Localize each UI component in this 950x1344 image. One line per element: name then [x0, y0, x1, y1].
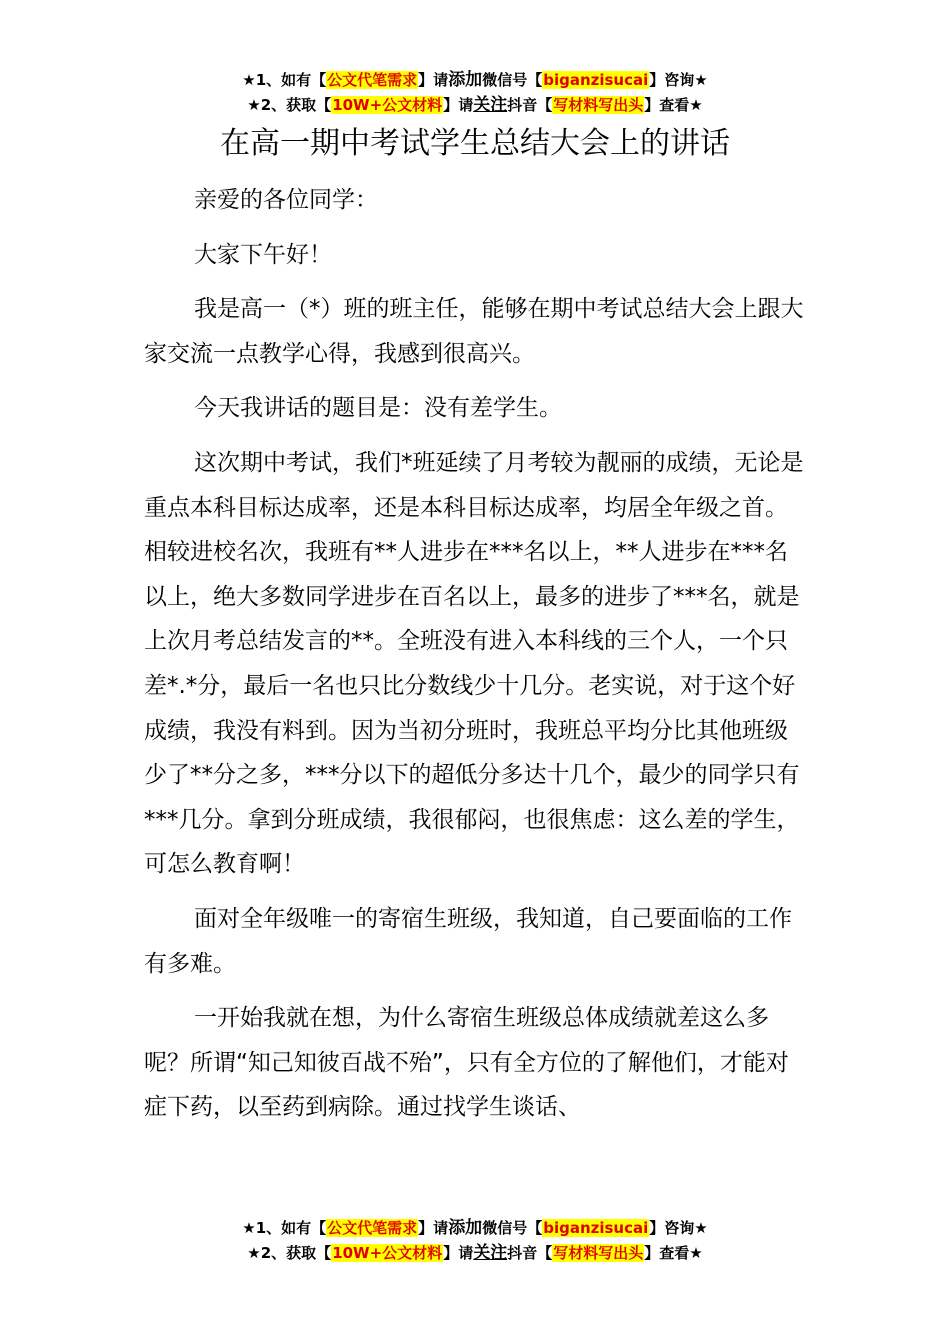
banner-text: 】请	[443, 1244, 474, 1262]
banner-line-2	[0, 1241, 950, 1266]
banner-line-1	[0, 1216, 950, 1241]
paragraph: 这次期中考试，我们*班延续了月考较为靓丽的成绩，无论是重点本科目标达成率，还是本科目标达成率，均居全年级之首。相较进校名次，我班有**人进步在***名以上，**人进步在***名以上，绝大多数同学进步在百名以上，最多的进步了***名，就是上次月考总结发言的**。全班没有进入本科线的三个人，一个只差*.*分，最后一名也只比分数线少十几分。老实说，对于这个好成绩，我没有料到。因为当初分班时，我班总平均分比其他班级少了**分之多，***分以下的超低分多达十几个，最少的同学只有***几分。拿到分班成绩，我很郁闷，也很焦虑：这么差的学生，可怎么教育啊！	[144, 449, 804, 878]
banner-text: 】咨询★	[649, 71, 708, 89]
banner-line-1	[0, 68, 950, 93]
banner-highlight: 公文代笔需求	[327, 1219, 418, 1237]
banner-text: 】查看★	[644, 96, 703, 114]
banner-text: 】请	[443, 96, 474, 114]
paragraph: 面对全年级唯一的寄宿生班级，我知道，自己要面临的工作有多难。	[144, 905, 792, 977]
banner-text: 】咨询★	[649, 1219, 708, 1237]
document-body	[144, 178, 808, 1140]
footer-banner	[0, 1216, 950, 1266]
banner-emphasis: 添加	[448, 70, 483, 90]
banner-line-2	[0, 93, 950, 118]
banner-emphasis: 关注	[473, 95, 508, 115]
banner-highlight: 10W+公文材料	[332, 1244, 443, 1262]
document-title: 在高一期中考试学生总结大会上的讲话	[220, 126, 730, 161]
banner-highlight: biganzisucai	[543, 71, 649, 89]
banner-text: ★2、获取【	[247, 96, 332, 114]
banner-highlight: 写材料写出头	[553, 1244, 644, 1262]
banner-emphasis: 关注	[473, 1243, 508, 1263]
header-banner	[0, 68, 950, 118]
banner-text: ★1、如有【	[242, 1219, 327, 1237]
banner-emphasis: 添加	[448, 1218, 483, 1238]
banner-text: ★1、如有【	[242, 71, 327, 89]
banner-text: 】请	[418, 1219, 449, 1237]
paragraph: 今天我讲话的题目是：没有差学生。	[194, 395, 562, 422]
paragraph: 我是高一（*）班的班主任，能够在期中考试总结大会上跟大家交流一点教学心得，我感到很高兴。	[144, 296, 804, 367]
banner-highlight: 10W+公文材料	[332, 96, 443, 114]
banner-text: 抖音【	[507, 96, 553, 114]
paragraph: 大家下午好！	[194, 241, 332, 268]
paragraph: 亲爱的各位同学：	[194, 187, 378, 213]
banner-text: 抖音【	[507, 1244, 553, 1262]
banner-highlight: 写材料写出头	[553, 96, 644, 114]
banner-text: 微信号【	[482, 71, 543, 89]
banner-highlight: 公文代笔需求	[327, 71, 418, 89]
banner-text: 】请	[418, 71, 449, 89]
banner-text: 微信号【	[482, 1219, 543, 1237]
banner-text: 】查看★	[644, 1244, 703, 1262]
banner-highlight: biganzisucai	[543, 1219, 649, 1237]
paragraph: 一开始我就在想，为什么寄宿生班级总体成绩就差这么多呢？所谓“知己知彼百战不殆”，只有全方位的了解他们，才能对症下药，以至药到病除。通过找学生谈话、	[144, 1005, 789, 1121]
banner-text: ★2、获取【	[247, 1244, 332, 1262]
